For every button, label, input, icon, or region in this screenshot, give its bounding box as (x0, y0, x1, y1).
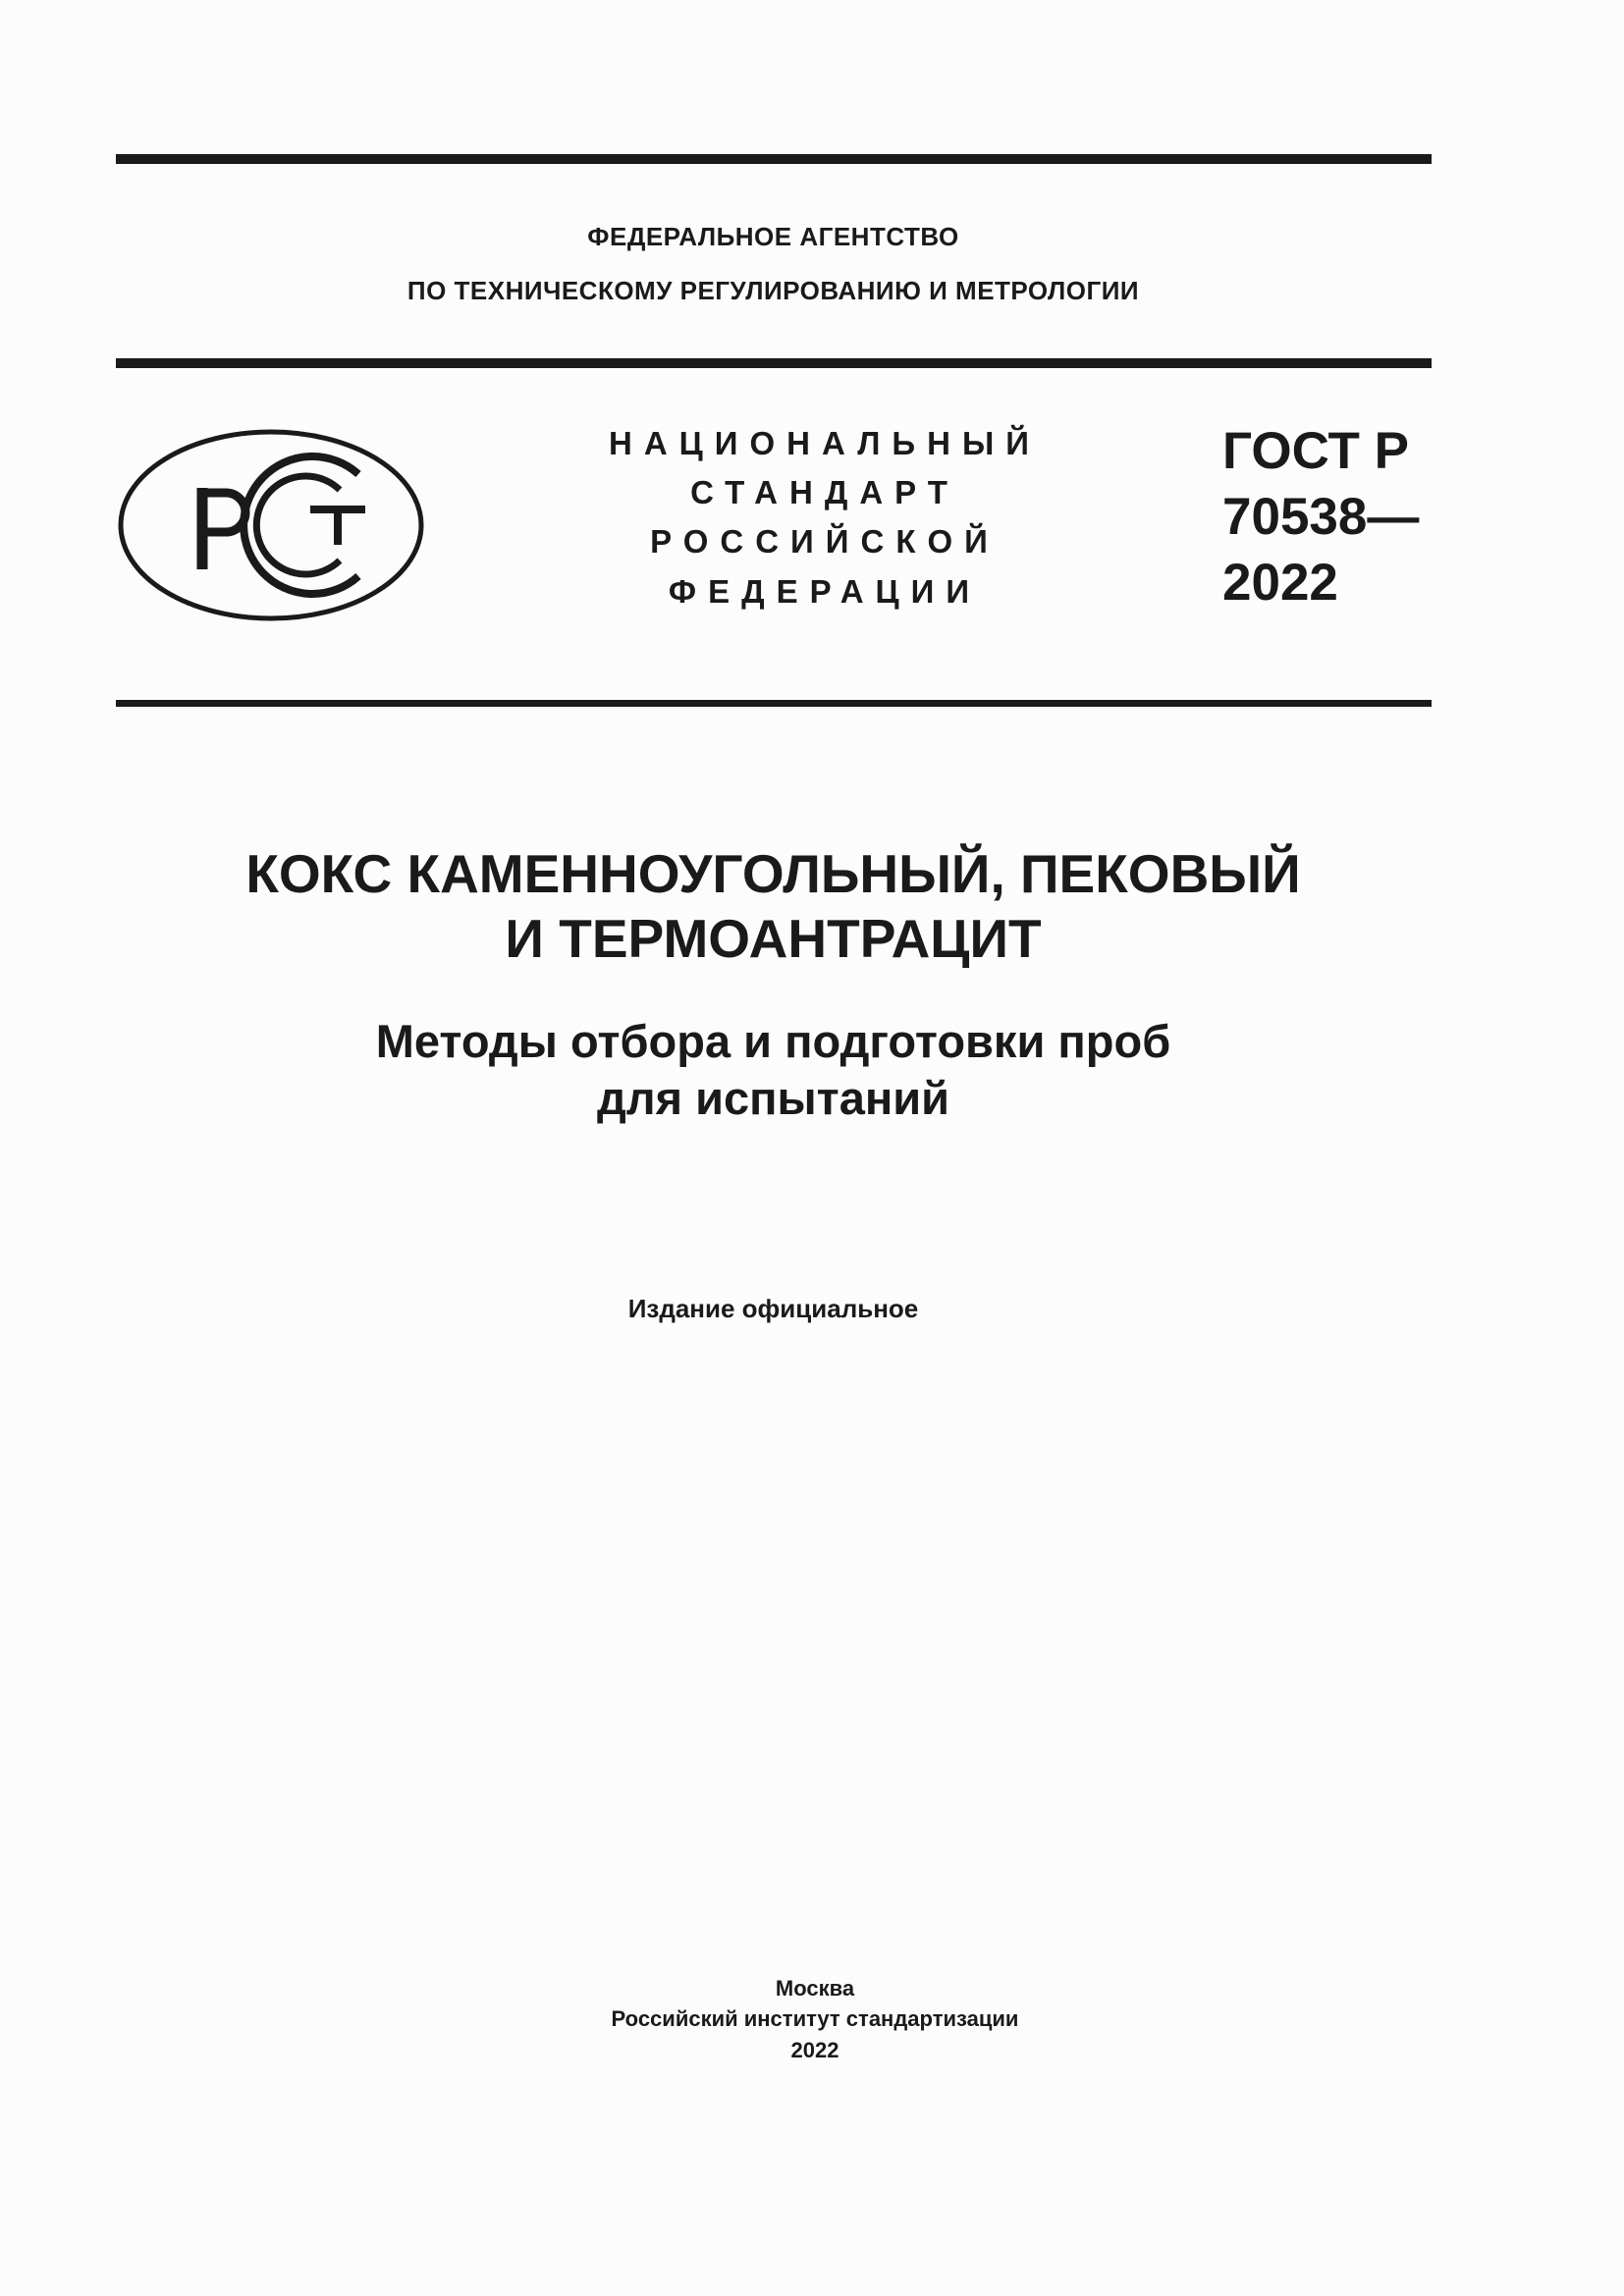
document-title-line-1: КОКС КАМЕННОУГОЛЬНЫЙ, ПЕКОВЫЙ (245, 843, 1301, 904)
document-subtitle-line-2: для испытаний (596, 1072, 950, 1124)
imprint-city: Москва (775, 1976, 855, 2001)
document-subtitle-line-1: Методы отбора и подготовки проб (375, 1015, 1171, 1067)
agency-name-line-2: ПО ТЕХНИЧЕСКОМУ РЕГУЛИРОВАНИЮ И МЕТРОЛОГИИ (406, 276, 1140, 305)
header-rule (116, 358, 1432, 368)
standard-designation-line-3: 2022 (1222, 554, 1338, 612)
standard-type-line-2: СТАНДАРТ (690, 474, 959, 510)
document-title-line-2: И ТЕРМОАНТРАЦИТ (505, 908, 1042, 969)
standard-type-line-3: РОССИЙСКОЙ (650, 523, 1000, 560)
top-rule (116, 154, 1432, 164)
edition-label: Издание официальное (627, 1294, 919, 1323)
rst-certification-mark-icon (116, 427, 426, 623)
imprint-year: 2022 (790, 2038, 839, 2062)
section-rule (116, 700, 1432, 707)
imprint-publisher: Российский институт стандартизации (611, 2006, 1019, 2031)
agency-name-line-1: ФЕДЕРАЛЬНОЕ АГЕНТСТВО (587, 222, 959, 251)
standard-designation-line-1: ГОСТ Р (1222, 422, 1409, 480)
standard-type-line-4: ФЕДЕРАЦИИ (668, 573, 982, 610)
standard-type-line-1: НАЦИОНАЛЬНЫЙ (609, 425, 1041, 461)
standard-designation-line-2: 70538— (1222, 488, 1420, 546)
